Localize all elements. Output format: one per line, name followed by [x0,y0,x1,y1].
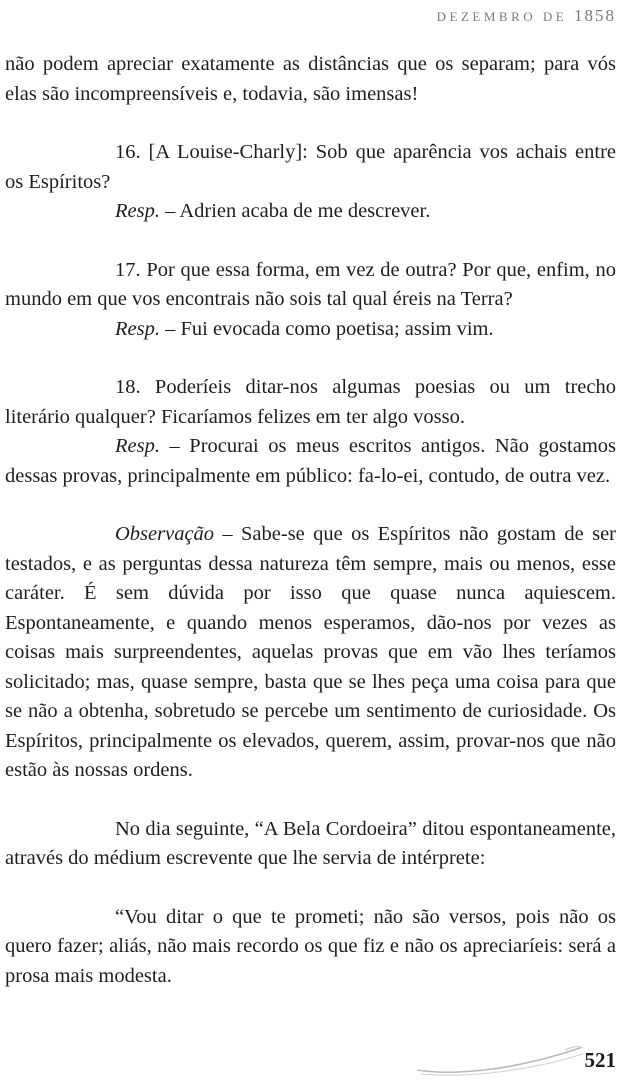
question-16: 16. [A Louise-Charly]: Sob que aparência vos achais entre os Espíritos? [5,141,616,193]
header-month: DEZEMBRO DE [436,9,568,24]
answer-18: Resp. – Procurai os meus escritos antigos. Não gostamos dessas provas, principalmente em público: fa-lo-ei, contudo, de outra vez. [5,435,616,487]
page-number: 521 [584,1048,616,1072]
observation-label: Observação [115,523,215,545]
observation-paragraph: Observação – Sabe-se que os Espíritos não gostam de ser testados, e as perguntas dessa natureza têm sempre, mais ou menos, esse caráter. É sem dúvida por isso que quase nunca aquiescem. Espontaneamente, e quando menos esperamos, dão-nos por vezes as coisas mais surpreendentes, aquelas provas que em vão lhes teríamos solicitado; mas, quase sempre, basta que se lhes peça uma coisa para que se não a obtenha, sobretudo se percebe um sentimento de curiosidade. Os Espíritos, principalmente os elevados, querem, assim, provar-nos que não estão às nossas ordens. [5,523,616,781]
resp-label: Resp. [115,200,160,222]
page-swoosh-ornament [415,1040,585,1080]
resp-label: Resp. [115,317,160,340]
question-17: 17. Por que essa forma, em vez de outra? Por que, enfim, no mundo em que vos encontrais não sois tal qual éreis na Terra? [5,258,616,310]
answer-17: Resp. – Fui evocada como poetisa; assim vim. [115,317,494,340]
paragraph-continuation: não podem apreciar exatamente as distâncias que os separam; para vós elas são incompreensíveis e, todavia, são imensas! [5,53,616,105]
next-day-paragraph: No dia seguinte, “A Bela Cordoeira” ditou espontaneamente, através do médium escrevente que lhe servia de intérprete: [5,817,616,869]
question-18: 18. Poderíeis ditar-nos algumas poesias ou um trecho literário qualquer? Ficaríamos felizes em ter algo vosso. [5,376,616,428]
dictation-quote: “Vou ditar o que te prometi; não são versos, pois não os quero fazer; aliás, não mais recordo os que fiz e não os apreciaríeis: será a prosa mais modesta. [5,905,616,987]
page-body [5,50,616,991]
header-year: 1858 [574,6,616,25]
resp-label: Resp. [115,435,160,457]
running-header [437,6,616,26]
answer-16: Resp. – Adrien acaba de me descrever. [115,200,431,222]
